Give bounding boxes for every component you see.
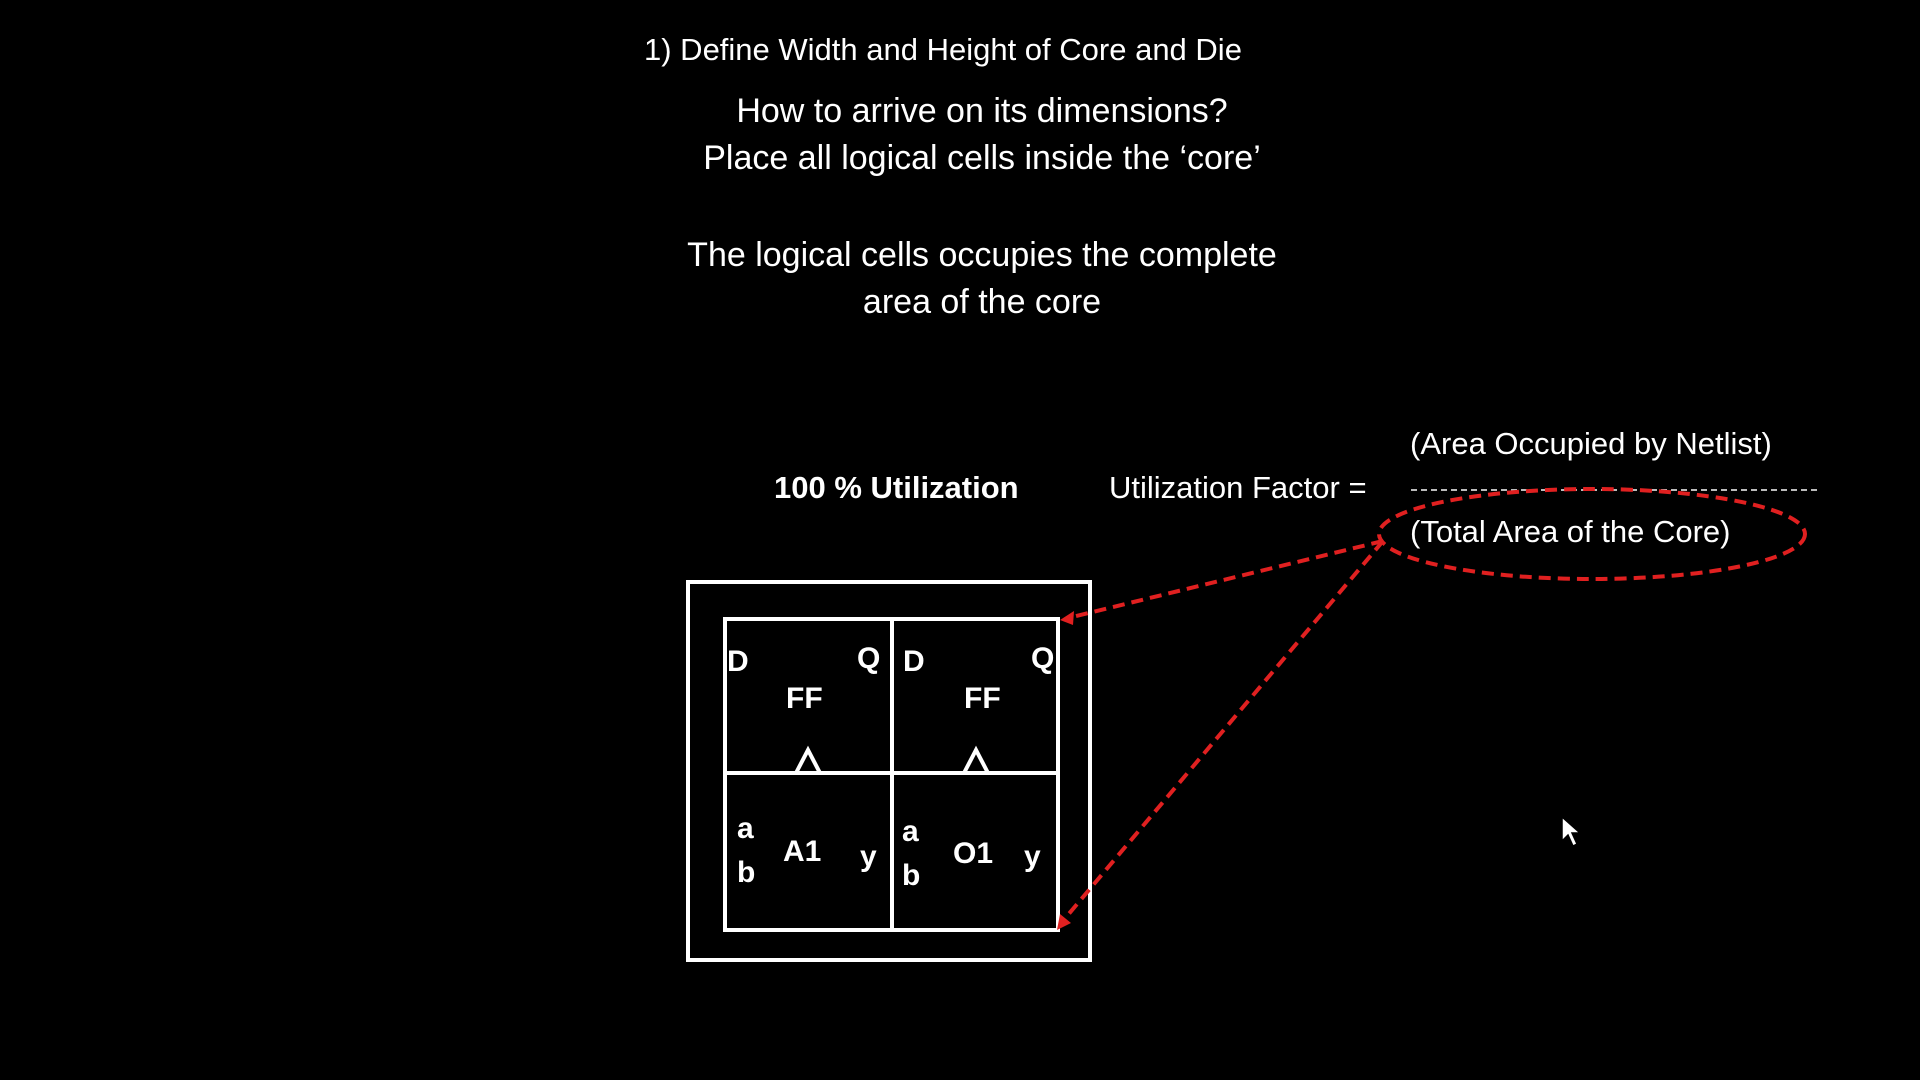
question-line-1: How to arrive on its dimensions? (736, 92, 1228, 130)
question-line-2: Place all logical cells inside the ‘core’ (703, 139, 1261, 177)
highlight-ellipse (1379, 489, 1805, 579)
ff2-q-pin: Q (1031, 642, 1055, 675)
utilization-label: 100 % Utilization (774, 470, 1019, 505)
and1-y-pin: y (860, 840, 877, 873)
ff1-d-pin: D (727, 645, 749, 678)
ff1-q-pin: Q (857, 642, 881, 675)
slide-title: 1) Define Width and Height of Core and Die (644, 32, 1242, 67)
formula-denominator: (Total Area of the Core) (1410, 514, 1731, 549)
formula-lhs: Utilization Factor = (1109, 470, 1367, 505)
statement-line-1: The logical cells occupies the complete (687, 236, 1277, 274)
arrow-to-core-bottom (1062, 541, 1383, 922)
and1-name: A1 (783, 835, 822, 868)
mouse-cursor-icon (1560, 815, 1584, 849)
ff1-clock-icon (796, 750, 820, 773)
ff2-d-pin: D (903, 645, 925, 678)
or1-b-pin: b (902, 859, 921, 892)
statement-line-2: area of the core (862, 283, 1102, 321)
or1-a-pin: a (902, 815, 919, 848)
ff2-clock-icon (964, 750, 988, 773)
arrow-to-core-top (1068, 541, 1383, 618)
arrow-head-bottom (1057, 914, 1071, 930)
or1-name: O1 (953, 837, 994, 870)
ff2-name: FF (964, 682, 1001, 715)
ff1-name: FF (786, 682, 823, 715)
or1-y-pin: y (1024, 840, 1041, 873)
formula-numerator: (Area Occupied by Netlist) (1410, 426, 1772, 461)
arrow-head-top (1060, 611, 1074, 625)
and1-b-pin: b (737, 856, 756, 889)
and1-a-pin: a (737, 812, 754, 845)
